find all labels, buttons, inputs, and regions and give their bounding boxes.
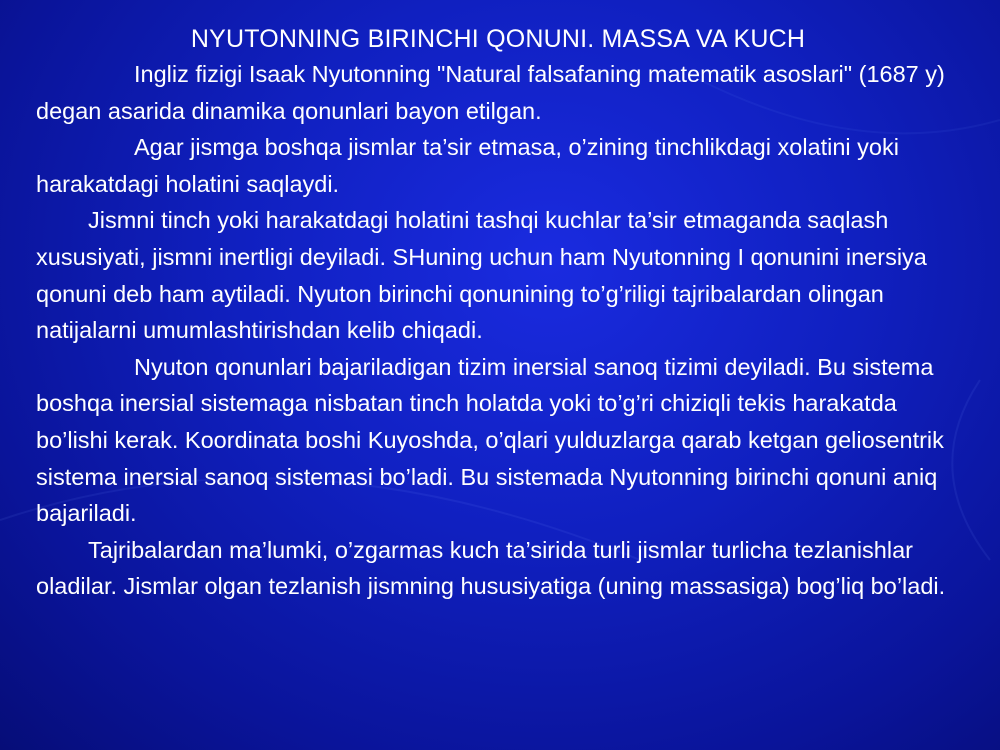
paragraph-inertial-frame: Nyuton qonunlari bajariladigan tizim inersial sanoq tizimi deyiladi. Bu sistema boshqa inersial sistemaga nisbatan tinch holatda yoki to’g’ri chiziqli tekis harakatda bo’lishi kerak. Koordinata boshi Kuyoshda, o’qlari yulduzlarga qarab ketgan geliosentrik sistema inersial sanoq sistemasi bo’ladi. Bu sistemada Nyutonning birinchi qonuni aniq bajariladi. [36, 353, 944, 527]
slide-body [36, 56, 956, 605]
paragraph-intro: Ingliz fizigi Isaak Nyutonning "Natural falsafaning matematik asoslari" (1687 y) degan asarida dinamika qonunlari bayon etilgan. [36, 61, 945, 124]
paragraph-mass: Tajribalardan ma’lumki, o’zgarmas kuch ta’sirida turli jismlar turlicha tezlanishlar oladilar. Jismlar olgan tezlanish jismning hususiyatiga (uning massasiga) bog’liq bo’ladi. [36, 536, 946, 600]
paragraph-inertia: Jismni tinch yoki harakatdagi holatini tashqi kuchlar ta’sir etmaganda saqlash xususiyati, jismni inertligi deyiladi. SHuning uchun ham Nyutonning I qonunini inersiya qonuni deb ham aytiladi. Nyuton birinchi qonunining to’g’riligi tajribalardan olingan natijalarni umumlashtirishdan kelib chiqadi. [36, 207, 927, 344]
paragraph-first-law: Agar jismga boshqa jismlar ta’sir etmasa, o’zining tinchlikdagi xolatini yoki harakatdagi holatini saqlaydi. [36, 134, 899, 197]
slide-title: NYUTONNING BIRINCHI QONUNI. MASSA VA KUCH [190, 25, 806, 53]
